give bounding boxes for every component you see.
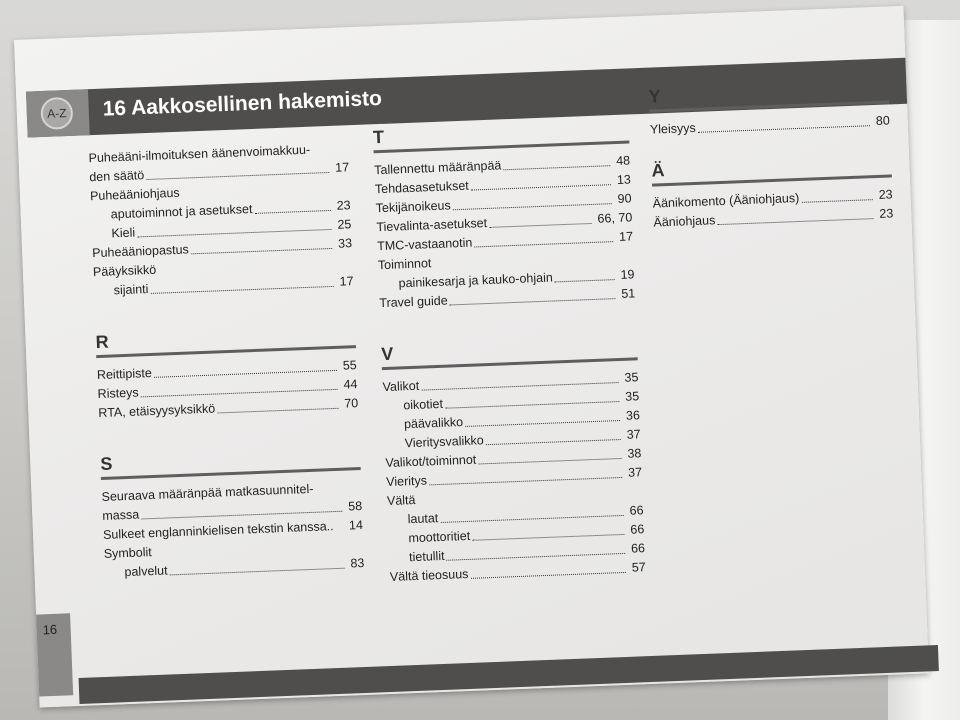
entry-text: TMC-vastaanotin [376,235,473,254]
entry-text: Vieritysvalikko [404,433,484,451]
entry-page-number: 57 [631,560,646,575]
entry-text: Seuraava määränpää matkasuunnitel- [101,481,314,504]
index-column-1 [88,139,364,583]
entry-page-number: 23 [336,198,351,213]
entry-page-number: 37 [626,427,641,442]
index-column-3 [648,76,893,232]
entry-text: Vältä tieosuus [389,566,469,584]
entry-page-number: 23 [879,206,894,221]
entry-page-number: 51 [621,286,636,301]
leader-dots [217,408,338,414]
entry-text: Puheääniopastus [91,242,190,261]
chapter-title: 16 Aakkosellinen hakemisto [102,86,383,121]
entry-page-number: 44 [343,377,358,392]
entry-text: Valikot/toiminnot [385,452,477,471]
section-s-entries [101,478,364,583]
entry-text: Tievalinta-asetukset [376,215,488,235]
entry-text: painikesarja ja kauko-ohjain [398,270,554,291]
leader-dots [503,165,610,170]
entry-text: lautat [407,511,439,527]
section-letter-ae: Ä [651,160,665,181]
entry-text: Pääyksikkö [92,262,157,280]
entry-text: den säätö [89,168,145,185]
leader-dots [471,572,626,579]
entry-text: Ääniohjaus [653,213,716,230]
section-letter-y: Y [648,86,662,107]
entry-page-number: 38 [627,446,642,461]
leader-dots [479,458,622,464]
section-t-entries [374,151,636,313]
index-page [14,6,929,708]
entry-text: Kieli [111,225,136,241]
entry-text: Valikot [382,378,420,395]
entry-page-number: 17 [618,229,634,244]
entry-page-number: 17 [339,274,354,289]
entry-page-number: 14 [348,517,364,533]
section-letter-v: V [380,343,394,365]
entry-text: Vältä [386,492,416,509]
section-ae-entries [652,185,893,232]
top-entries [88,139,354,301]
entry-page-number: 83 [350,555,365,571]
entry-text: tietullit [408,548,445,565]
entry-text: oikotiet [403,396,444,413]
entry-text: Äänikomento (Ääniohjaus) [652,190,800,211]
entry-text: moottoritiet [408,528,471,546]
leader-dots [802,199,873,203]
entry-text: Puheääni-ilmoituksen äänenvoimakkuu- [88,142,311,166]
entry-text: päävalikko [403,415,464,432]
leader-dots [718,218,874,225]
index-column-2 [373,116,647,586]
leader-dots [555,279,615,282]
entry-page-number: 33 [337,236,353,251]
leader-dots [471,184,611,190]
leader-dots [191,248,332,254]
entry-page-number: 35 [624,370,639,385]
entry-page-number: 80 [875,113,891,128]
entry-page-number: 48 [615,153,631,168]
entry-text: Vieritys [385,473,428,490]
entry-page-number: 66 [630,541,646,556]
entry-page-number: 37 [627,465,643,480]
section-v-entries [382,368,646,587]
leader-dots [486,439,621,445]
entry-text: palvelut [124,563,168,580]
page-number: 16 [42,621,58,638]
leader-dots [170,568,345,576]
entry-page-number: 70 [344,396,359,411]
leader-dots [490,223,592,228]
entry-page-number: 66 [629,503,644,518]
entry-text: aputoiminnot ja asetukset [110,201,253,222]
section-letter-r: R [95,331,110,353]
entry-text: Travel guide [379,293,448,311]
entry-text: Risteys [97,385,139,402]
entry-page-number: 58 [347,498,363,514]
entry-page-number: 55 [342,358,358,373]
entry-page-number: 13 [616,172,632,187]
entry-text: Tallennettu määränpää [373,158,502,178]
page-number-box [36,613,73,696]
leader-dots [473,534,625,541]
section-r-entries [97,356,359,423]
entry-page-number: 66 [630,522,645,537]
leader-dots [255,210,331,214]
leader-dots [698,125,870,133]
az-badge-box [26,89,90,137]
entry-text: Symbolit [103,545,152,561]
entry-text: RTA, etäisyysyksikkö [98,401,216,421]
entry-text: Tekijänoikeus [375,198,451,216]
leader-dots [474,241,613,247]
entry-page-number: 17 [334,160,350,175]
entry-text: Yleisyys [649,120,696,137]
entry-page-number: 36 [625,408,641,423]
entry-text: Toiminnot [377,256,432,273]
section-letter-t: T [372,126,385,148]
entry-page-number: 23 [878,187,893,202]
entry-text: Tehdasasetukset [374,178,470,197]
entry-page-number: 25 [337,217,352,232]
entry-text: Sulkeet englanninkielisen tekstin kanssa.. [102,519,334,542]
entry-text: Puheääniohjaus [89,185,180,204]
entry-text: sijainti [113,282,149,298]
entry-page-number: 35 [624,389,640,404]
entry-text: massa [102,507,140,523]
entry-page-number: 66, 70 [597,210,633,226]
entry-text: Reittipiste [96,365,153,383]
entry-page-number: 90 [617,191,632,206]
leader-dots [449,298,615,305]
az-badge: A-Z [40,97,73,130]
entry-page-number: 19 [620,267,635,282]
leader-dots [151,286,334,294]
section-letter-s: S [99,453,113,474]
